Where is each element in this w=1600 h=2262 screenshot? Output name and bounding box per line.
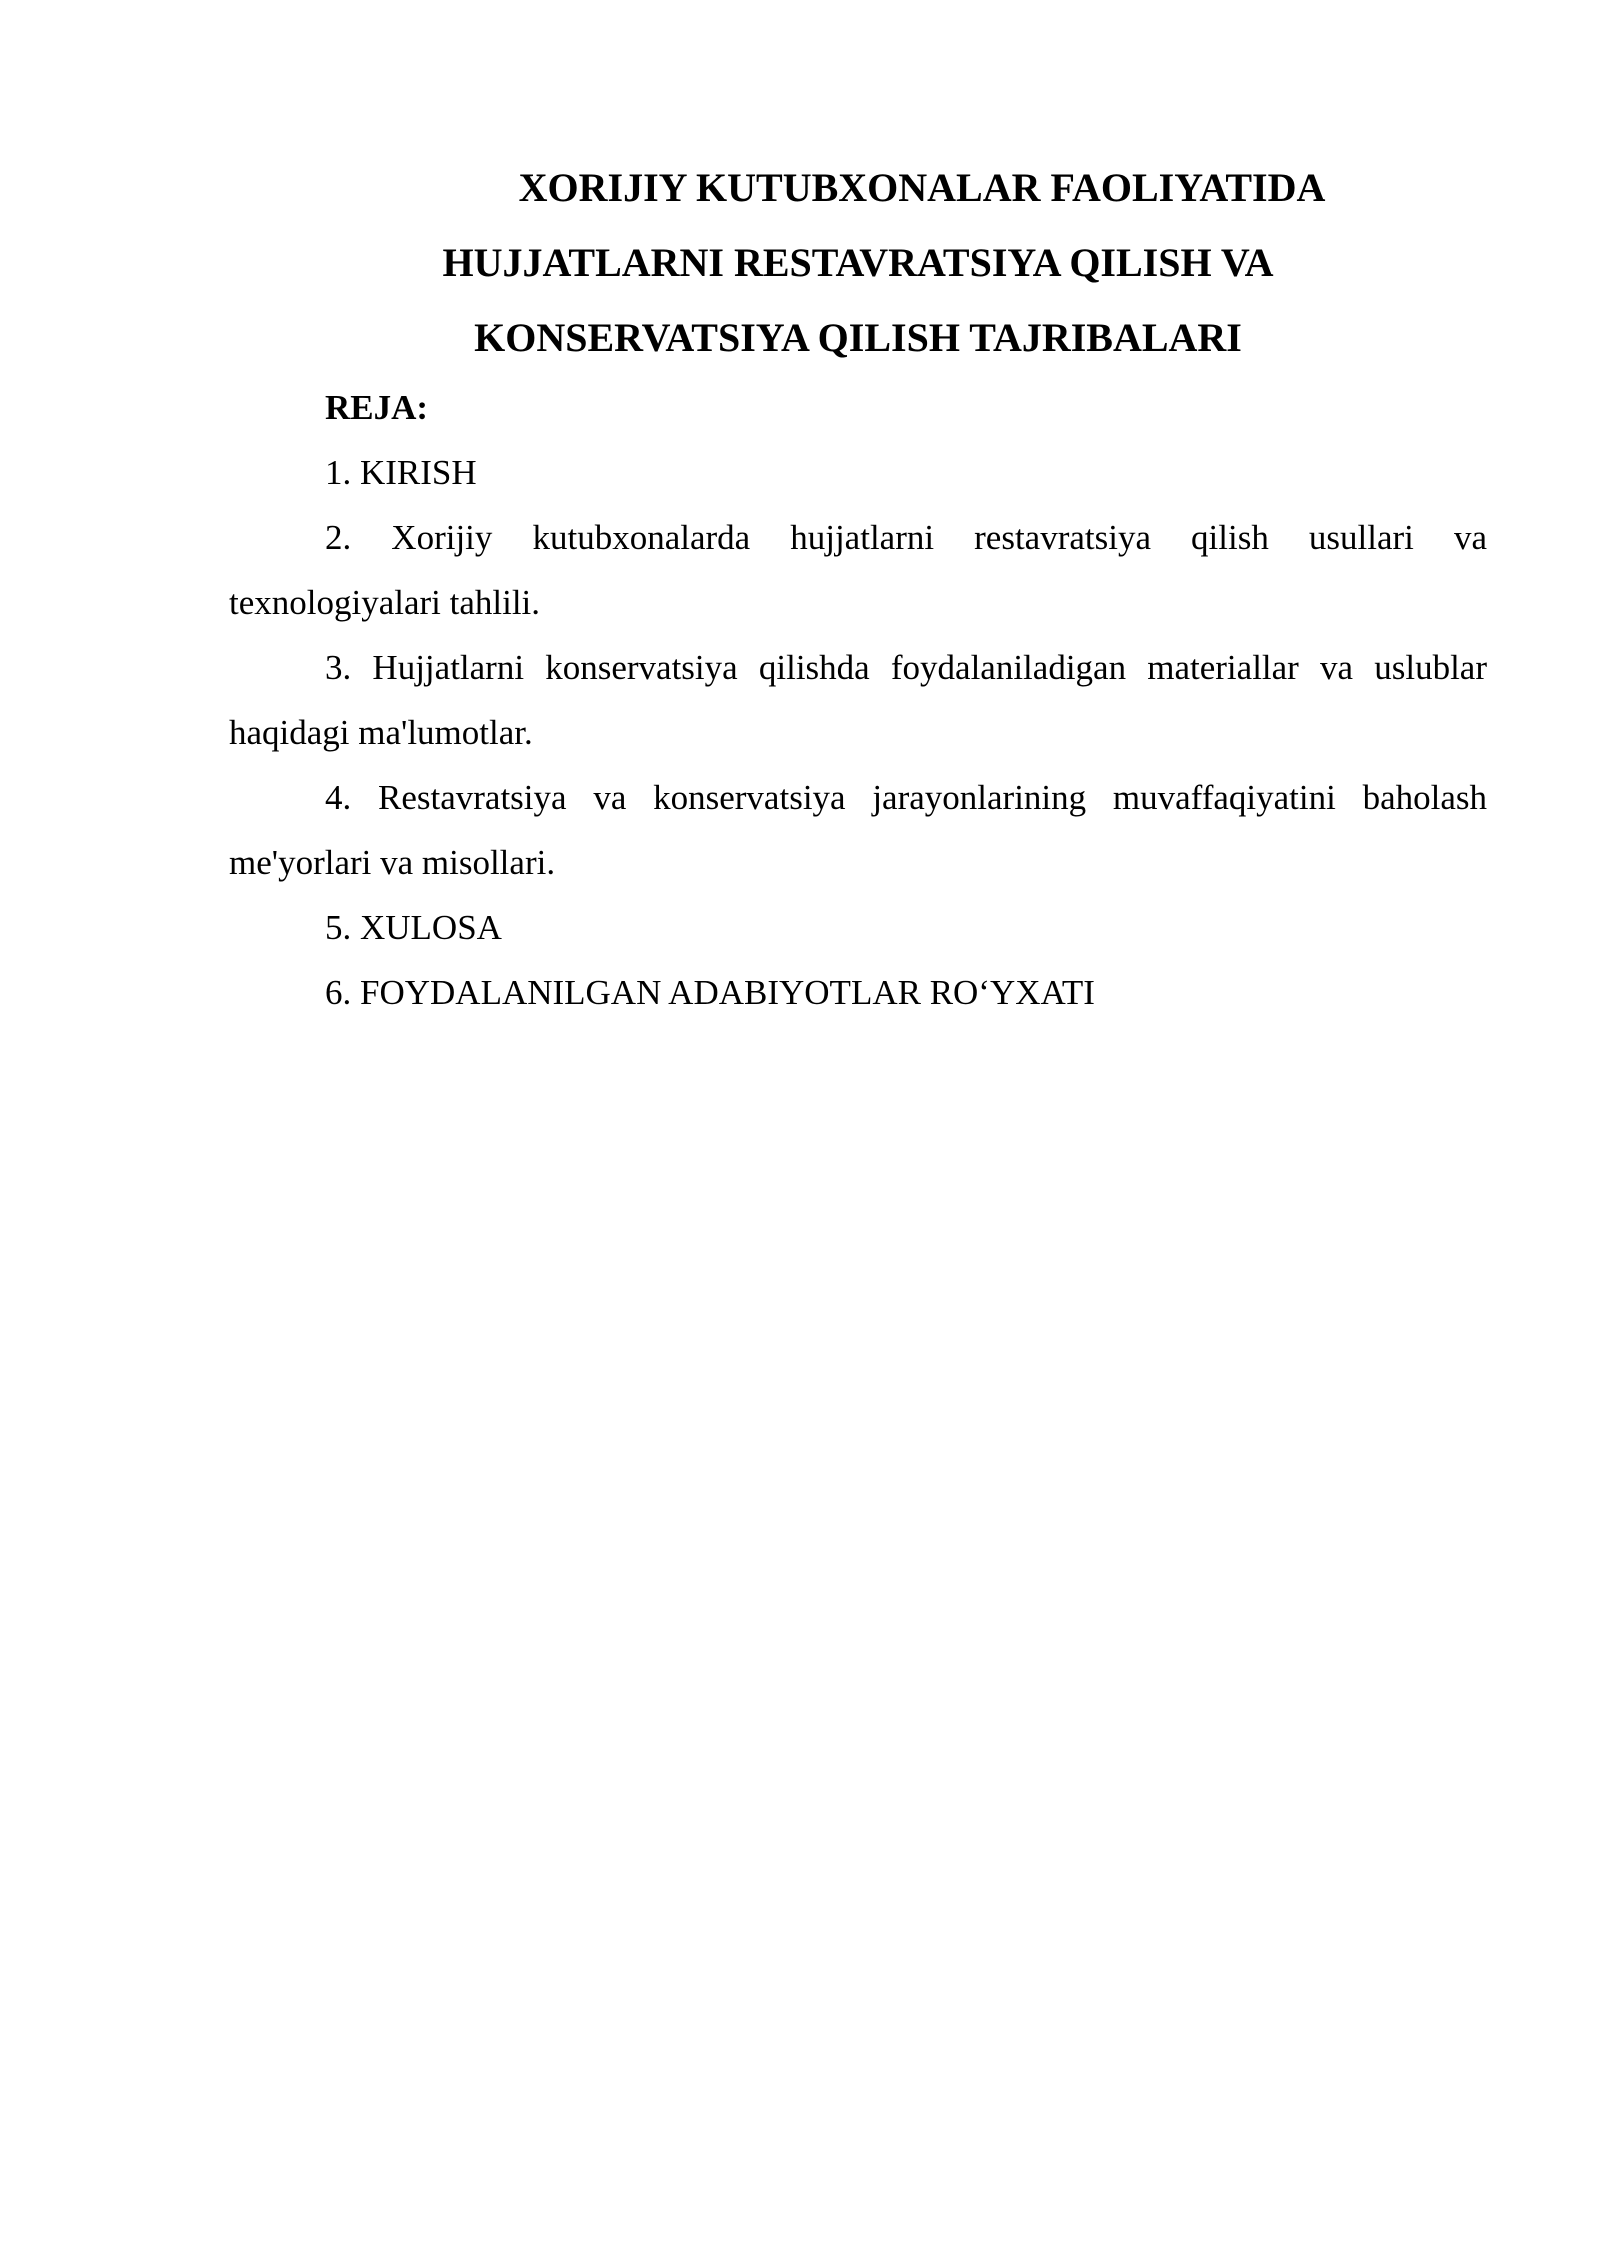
- plan-item-4: 4. Restavratsiya va konservatsiya jarayonlarining muvaffaqiyatini baholash me'yorlari va misollari.: [229, 778, 1487, 882]
- plan-item-5: 5. XULOSA: [325, 908, 502, 947]
- plan-item-3: 3. Hujjatlarni konservatsiya qilishda foydalaniladigan materiallar va uslublar haqidagi ma'lumotlar.: [229, 648, 1487, 752]
- title-line-2: HUJJATLARNI RESTAVRATSIYA QILISH VA: [442, 240, 1274, 285]
- title-line-1: XORIJIY KUTUBXONALAR FAOLIYATIDA: [518, 165, 1326, 210]
- plan-item-1: 1. KIRISH: [325, 453, 477, 492]
- page-content: [229, 150, 1487, 1025]
- plan-section: [229, 375, 1487, 1025]
- plan-item-6: 6. FOYDALANILGAN ADABIYOTLAR RO‘YXATI: [325, 973, 1095, 1012]
- plan-heading: REJA:: [325, 388, 429, 427]
- document-title: [229, 150, 1487, 375]
- title-line-3: KONSERVATSIYA QILISH TAJRIBALARI: [474, 315, 1242, 360]
- plan-item-2: 2. Xorijiy kutubxonalarda hujjatlarni restavratsiya qilish usullari va texnologiyalari tahlili.: [229, 518, 1487, 622]
